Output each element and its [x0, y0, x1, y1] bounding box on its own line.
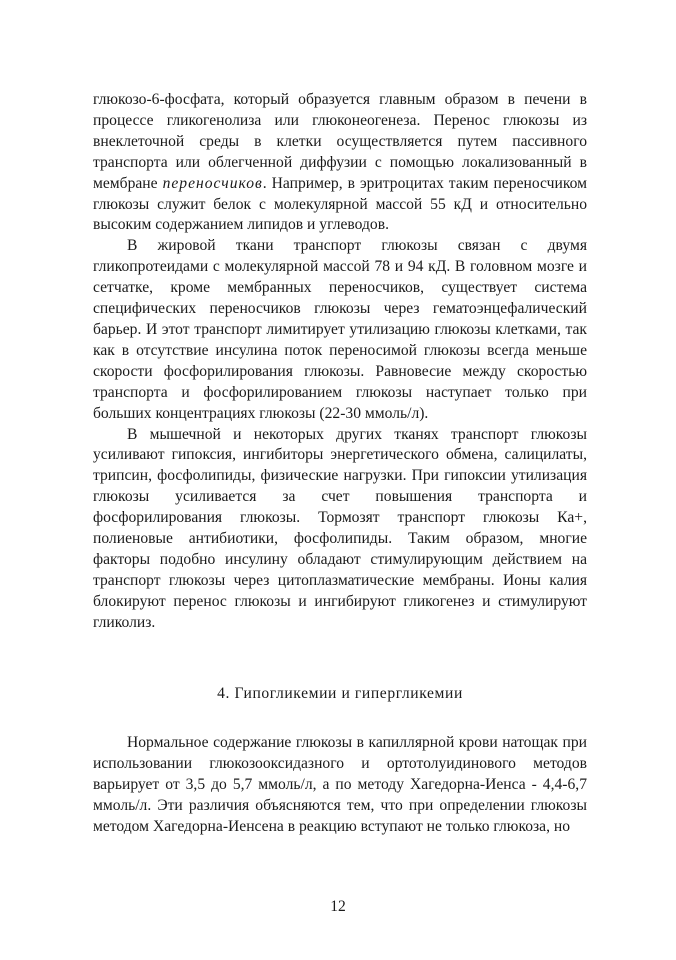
paragraph-4: Нормальное содержание глюкозы в капиллярной крови натощак при использовании глюкозооксидазного и ортотолуидинового методов варьирует от 3,5 до 5,7 ммоль/л, а по методу Хагедорна-Иенса - 4,4-6,7 ммоль/л. Эти различия объясняются тем, что при определении глюкозы методом Хагедорна-Иенсена в реакцию вступают не только глюкоза, но: [93, 734, 587, 835]
page-number: 12: [330, 898, 346, 915]
paragraph-1-end: . Например, в эритроцитах таким переносчиком глюкозы служит белок с молекулярной массой 55 кД и относительно высоким содержанием липидов и углеводов.: [93, 174, 587, 234]
body-text-lower: [93, 733, 587, 838]
paragraph-1-start: глюкозо-6-фосфата, который образуется главным образом в печени в процессе гликогенолиза или глюконеогенеза. Перенос глюкозы из внеклеточной среды в клетки осуществляется путем пассивного транспорта или облегченной диффузии с помощью локализованный в мембране: [93, 91, 587, 192]
section-heading: 4. Гипогликемии и гипергликемии: [217, 685, 463, 702]
paragraph-3: В мышечной и некоторых других тканях транспорт глюкозы усиливают гипоксия, ингибиторы энергетического обмена, салицилаты, трипсин, фосфолипиды, физические нагрузки. При гипоксии утилизация глюкозы усиливается за счет повышения транспорта и фосфорилирования глюкозы. Тормозят транспорт глюкозы Ка+, полиеновые антибиотики, фосфолипиды. Таким образом, многие факторы подобно инсулину обладают стимулирующим действием на транспорт глюкозы через цитоплазматические мембраны. Ионы калия блокируют перенос глюкозы и ингибируют гликогенез и стимулируют гликолиз.: [93, 425, 587, 631]
paragraph-2: В жировой ткани транспорт глюкозы связан с двумя гликопротеидами с молекулярной массой 78 и 94 кД. В головном мозге и сетчатке, кроме мембранных переносчиков, существует система специфических переносчиков глюкозы через гематоэнцефалический барьер. И этот транспорт лимитирует утилизацию глюкозы клетками, так как в отсутствие инсулина поток переносимой глюкозы всегда меньше скорости фосфорилирования глюкозы. Равновесие между скоростью транспорта и фосфорилированием глюкозы наступает только при больших концентрациях глюкозы (22-30 ммоль/л).: [93, 237, 587, 422]
italic-term: переносчиков: [162, 174, 263, 192]
body-text-upper: [93, 90, 587, 634]
paragraph-1: [93, 90, 587, 236]
